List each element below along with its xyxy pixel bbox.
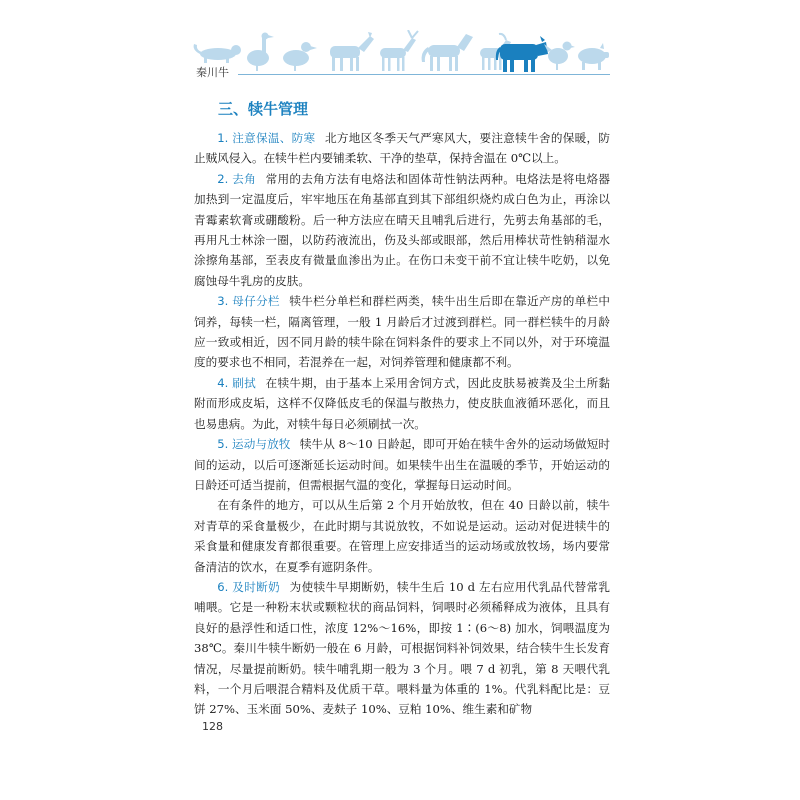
paragraph-exercise-grazing [194, 434, 610, 495]
body-text [194, 128, 610, 720]
paragraph-text: 北方地区冬季天气严寒风大，要注意犊牛舍的保暖，防止贼风侵入。在犊牛栏内要铺柔软、干净的垫草，保持舍温在 0℃以上。 [194, 131, 610, 166]
cow-icon [496, 36, 548, 72]
paragraph-heading: 3. 母仔分栏 [217, 294, 280, 309]
paragraph-grazing-continued [194, 495, 610, 577]
goose-icon [247, 33, 274, 72]
header-divider [238, 74, 610, 75]
paragraph-brushing [194, 373, 610, 434]
paragraph-heading: 4. 刷拭 [217, 375, 257, 390]
paragraph-weaning [194, 577, 610, 720]
book-title: 秦川牛 [196, 66, 229, 79]
paragraph-heading: 1. 注意保温、防寒 [217, 131, 316, 145]
paragraph-text: 在有条件的地方，可以从生后第 2 个月开始放牧，但在 40 日龄以前，犊牛对青草的采食量极少，在此时期与其说放牧，不如说是运动。运动对促进犊牛的采食量和健康发育都很重要。在管理上应安排适当的运动场或放牧场，场内要常备清洁的饮水，在夏季有遮阴条件。 [194, 498, 610, 574]
paragraph-separate-pens [194, 291, 610, 373]
paragraph-text: 常用的去角方法有电烙法和固体苛性钠法两种。电烙法是将电烙器加热到一定温度后，牢牢地压在角基部直到其下部组织烧灼成白色为止，再涂以青霉素软膏或硼酸粉。后一种方法应在晴天且哺乳后进行，先剪去角基部的毛，再用凡士林涂一圈，以防药液流出，伤及头部或眼部，然后用棒状苛性钠稍湿水涂擦角基部，至表皮有微量血渗出为止。在伤口未变干前不宜让犊牛吃奶，以免腐蚀母牛乳房的皮肤。 [194, 171, 610, 288]
section-title: 三、犊牛管理 [218, 100, 309, 118]
chicken-icon [544, 42, 575, 71]
paragraph-heading: 5. 运动与放牧 [217, 437, 291, 452]
paragraph-text: 为使犊牛早期断奶，犊牛生后 10 d 左右应用代乳品代替常乳哺喂。它是一种粉末状或颗粒状的商品饲料，饲喂时必须稀释成为液体，且具有良好的悬浮性和适口性，浓度 12%～16%，即按 1∶(6～8) 加水，饲喂温度为 38℃。秦川牛犊牛断奶一般在 6 月龄，可根据饲料补饲效果，结合犊牛生长发育情况，尽量提前断奶。犊牛哺乳期一般为 3 个月。喂 7 d 初乳，第 8 天喂代乳料，一个月后喂混合精料及优质干草。喂料量为体重的 1%。代乳料配比是：豆饼 27%、玉米面 50%、麦麸子 10%、豆粕 10%、维生素和矿物 [194, 579, 611, 717]
deer-icon [380, 30, 418, 71]
page-number: 128 [202, 720, 223, 733]
header-animal-band [190, 30, 610, 76]
horse-icon [422, 34, 473, 71]
paragraph-text: 犊牛栏分单栏和群栏两类，犊牛出生后即在靠近产房的单栏中饲养，每犊一栏，隔离管理，一般 1 月龄后才过渡到群栏。同一群栏犊牛的月龄应一致或相近，因不同月龄的犊牛除在饲料条件的要求上不同以外，对于环境温度的要求也不相同，若混养在一起，对饲养管理和健康都不利。 [194, 294, 610, 370]
paragraph-text: 在犊牛期，由于基本上采用舍饲方式，因此皮肤易被粪及尘土所黏附而形成皮垢，这样不仅降低皮毛的保温与散热力，使皮肤血液循环恶化，而且也易患病。为此，对犊牛每日必须刷拭一次。 [194, 375, 610, 431]
ferret-icon [194, 44, 241, 63]
duck-icon [283, 42, 317, 71]
pig-icon [578, 43, 609, 70]
animal-silhouettes [190, 30, 610, 76]
paragraph-text: 犊牛从 8～10 日龄起，即可开始在犊牛舍外的运动场做短时间的运动，以后可逐渐延长运动时间。如果犊牛出生在温暖的季节，开始运动的日龄还可适当提前，但需根据气温的变化，掌握每日运动时间。 [194, 437, 610, 492]
paragraph-dehorning [194, 169, 610, 291]
paragraph-keep-warm [194, 128, 610, 169]
donkey-icon [330, 32, 374, 71]
paragraph-heading: 2. 去角 [217, 171, 257, 186]
paragraph-heading: 6. 及时断奶 [217, 579, 281, 594]
